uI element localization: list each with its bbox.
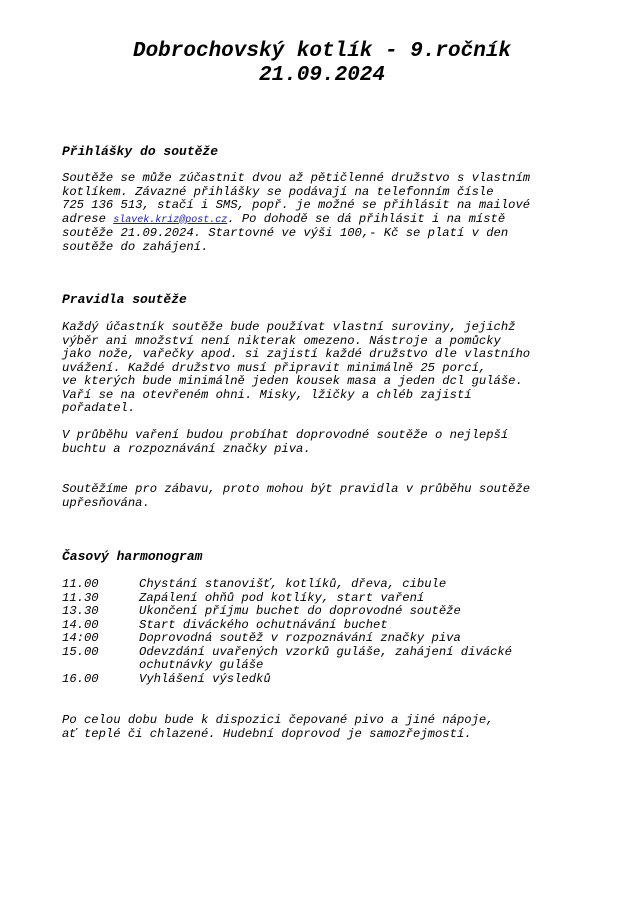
schedule-time: 14:00 — [62, 631, 99, 645]
text-line: výběr ani množství není nikterak omezeno. Nástroje a pomůcky — [62, 333, 501, 348]
email-link[interactable]: slavek.kriz@post.cz — [113, 214, 228, 226]
text-line: V průběhu vaření budou probíhat doprovodné soutěže o nejlepší — [62, 428, 509, 442]
text-line: 725 136 513, stačí i SMS, popř. je možné se přihlásit na mailové — [62, 198, 531, 212]
schedule-row — [62, 632, 579, 646]
schedule-time: 11.30 — [62, 590, 99, 605]
schedule-description — [139, 605, 579, 619]
rules-heading: Pravidla soutěže — [62, 292, 187, 307]
signup-paragraph — [62, 172, 582, 254]
closing-paragraph — [62, 714, 582, 741]
text-line: Chystání stanovišť, kotlíků, dřeva, cibule — [139, 577, 447, 591]
schedule-heading: Časový harmonogram — [62, 549, 203, 564]
text-line: Po celou dobu bude k dispozici čepované pivo a jiné nápoje, — [62, 713, 494, 727]
schedule-row — [62, 592, 579, 606]
text-line: ochutnávky guláše — [139, 658, 264, 672]
text-line: soutěže do zahájení. — [62, 239, 209, 254]
schedule-row — [62, 605, 579, 619]
text-line: Vyhlášení výsledků — [139, 671, 271, 686]
signup-heading: Přihlášky do soutěže — [62, 144, 219, 159]
text-line: ať teplé či chlazené. Hudební doprovod je samozřejmostí. — [62, 726, 472, 741]
text-line: Soutěžíme pro zábavu, proto mohou být pravidla v průběhu soutěže — [62, 482, 531, 496]
text-line: uvážení. Každé družstvo musí připravit minimálně 25 porcí, — [62, 360, 487, 375]
text-line: Každý účastník soutěže bude používat vlastní suroviny, jejichž — [62, 320, 516, 334]
text-line: Doprovodná soutěž v rozpoznávání značky piva — [139, 631, 461, 645]
text-line: Odevzdání uvařených vzorků guláše, zahájení divácké — [139, 644, 512, 659]
text-fragment: adrese — [62, 211, 114, 226]
schedule-list — [62, 578, 579, 686]
schedule-time: 14.00 — [62, 617, 99, 632]
schedule-time: 16.00 — [62, 671, 99, 686]
text-line: buchtu a rozpoznávání značky piva. — [62, 441, 311, 456]
text-line: Vaří se na otevřeném ohni. Misky, lžičky a chléb zajistí — [62, 387, 472, 402]
text-fragment: . Po dohodě se dá přihlásit i na místě — [227, 211, 506, 226]
text-line: jako nože, vařečky apod. si zajistí každé družstvo dle vlastního — [62, 347, 531, 361]
page-title: Dobrochovský kotlík - 9.ročník — [132, 40, 512, 63]
schedule-time: 11.00 — [62, 577, 99, 591]
schedule-description — [139, 592, 579, 606]
schedule-time: 15.00 — [62, 644, 99, 659]
text-line — [62, 213, 582, 228]
text-line: pořadatel. — [62, 401, 136, 415]
schedule-description — [139, 673, 579, 687]
text-line: Zapálení ohňů pod kotlíky, start vaření — [139, 590, 425, 605]
schedule-description — [139, 619, 579, 633]
text-line: Ukončení příjmu buchet do doprovodné soutěže — [139, 604, 461, 618]
text-line: soutěže 21.09.2024. Startovné ve výši 100,- Kč se platí v den — [62, 226, 509, 240]
schedule-description — [139, 646, 579, 673]
schedule-description — [139, 578, 579, 592]
schedule-row — [62, 646, 579, 673]
text-line: Start diváckého ochutnávání buchet — [139, 617, 388, 632]
rules-paragraph-3 — [62, 483, 582, 510]
text-line: kotlíkem. Závazné přihlášky se podávají na telefonním čísle — [62, 184, 494, 199]
schedule-description — [139, 632, 579, 646]
rules-paragraph-1 — [62, 321, 582, 416]
rules-paragraph-2 — [62, 429, 582, 456]
schedule-row — [62, 578, 579, 592]
text-line: ve kterých bude minimálně jeden kousek masa a jeden dcl guláše. — [62, 374, 523, 388]
schedule-row — [62, 619, 579, 633]
text-line: Soutěže se může zúčastnit dvou až pětičlenné družstvo s vlastním — [62, 171, 531, 185]
schedule-time: 13.30 — [62, 604, 99, 618]
schedule-row — [62, 673, 579, 687]
event-date: 21.09.2024 — [258, 64, 386, 87]
text-line: upřesňována. — [62, 495, 150, 510]
